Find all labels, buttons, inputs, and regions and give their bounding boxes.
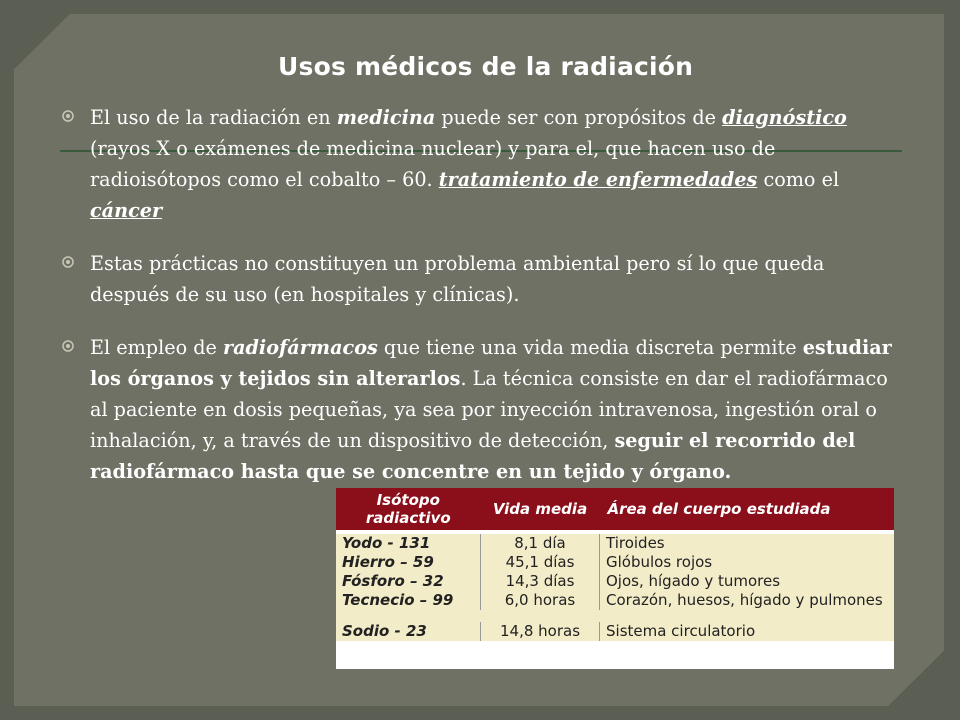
text-segment: radiofármacos xyxy=(222,336,378,359)
text-segment: El empleo de xyxy=(90,336,223,359)
bullet-list xyxy=(62,102,902,509)
bullet-item-3 xyxy=(62,332,902,487)
bullet-text-3 xyxy=(90,336,892,483)
cell-half-life: 8,1 día xyxy=(481,534,600,553)
slide-title: Usos médicos de la radiación xyxy=(278,52,694,81)
table-row xyxy=(336,534,894,553)
bullet-text-2 xyxy=(90,252,824,306)
cell-isotope: Sodio - 23 xyxy=(336,622,481,641)
cell-body-area: Ojos, hígado y tumores xyxy=(600,572,895,591)
text-segment: que tiene una vida media discreta permite xyxy=(377,336,803,359)
text-segment: estudiar los órganos y tejidos sin alterarlos xyxy=(90,336,892,390)
table-row xyxy=(336,622,894,641)
header-body-area: Área del cuerpo estudiada xyxy=(607,500,831,518)
text-segment: tratamiento de enfermedades xyxy=(438,168,758,191)
bullet-item-2 xyxy=(62,248,902,310)
cell-isotope: Fósforo – 32 xyxy=(336,572,481,591)
cell-half-life: 45,1 días xyxy=(481,553,600,572)
text-segment: seguir el recorrido del radiofármaco hasta que se concentre en un tejido y órgano. xyxy=(90,429,856,483)
cell-body-area: Tiroides xyxy=(600,534,895,553)
cell-body-area: Glóbulos rojos xyxy=(600,553,895,572)
text-segment: diagnóstico xyxy=(722,106,847,129)
table-header-row xyxy=(336,488,894,530)
bullet-text-1 xyxy=(90,106,847,222)
text-segment: puede ser con propósitos de xyxy=(435,106,723,129)
text-segment: Estas prácticas no constituyen un problema ambiental pero sí lo que queda después de su uso (en hospitales y clínicas). xyxy=(90,252,825,306)
cell-body-area: Corazón, huesos, hígado y pulmones xyxy=(600,591,895,610)
cell-isotope: Tecnecio – 99 xyxy=(336,591,481,610)
cell-half-life: 6,0 horas xyxy=(481,591,600,610)
cell-half-life: 14,3 días xyxy=(481,572,600,591)
text-segment: . La técnica consiste en dar el radiofármaco al paciente en dosis pequeñas, ya sea por inyección intravenosa, ingestión oral o inhalación, y, a través de un dispositivo de detección, xyxy=(90,367,888,452)
text-segment: como el xyxy=(757,168,840,191)
text-segment: cáncer xyxy=(90,199,163,222)
isotope-table xyxy=(336,488,894,669)
cell-body-area: Sistema circulatorio xyxy=(600,622,895,641)
text-segment: medicina xyxy=(336,106,436,129)
text-segment: (rayos X o exámenes de medicina nuclear) y para el, que hacen uso de radioisótopos como el cobalto – 60. xyxy=(90,137,776,191)
circle-target-icon xyxy=(62,110,74,122)
bullet-item-1 xyxy=(62,102,902,226)
cell-isotope: Hierro – 59 xyxy=(336,553,481,572)
table-row xyxy=(336,572,894,591)
table-row xyxy=(336,591,894,610)
cell-half-life: 14,8 horas xyxy=(481,622,600,641)
cell-isotope: Yodo - 131 xyxy=(336,534,481,553)
header-isotope: Isótopo radiactivo xyxy=(365,491,451,527)
table-row xyxy=(336,553,894,572)
text-segment: El uso de la radiación en xyxy=(90,106,337,129)
circle-target-icon xyxy=(62,340,74,352)
circle-target-icon xyxy=(62,256,74,268)
header-half-life: Vida media xyxy=(492,500,588,518)
